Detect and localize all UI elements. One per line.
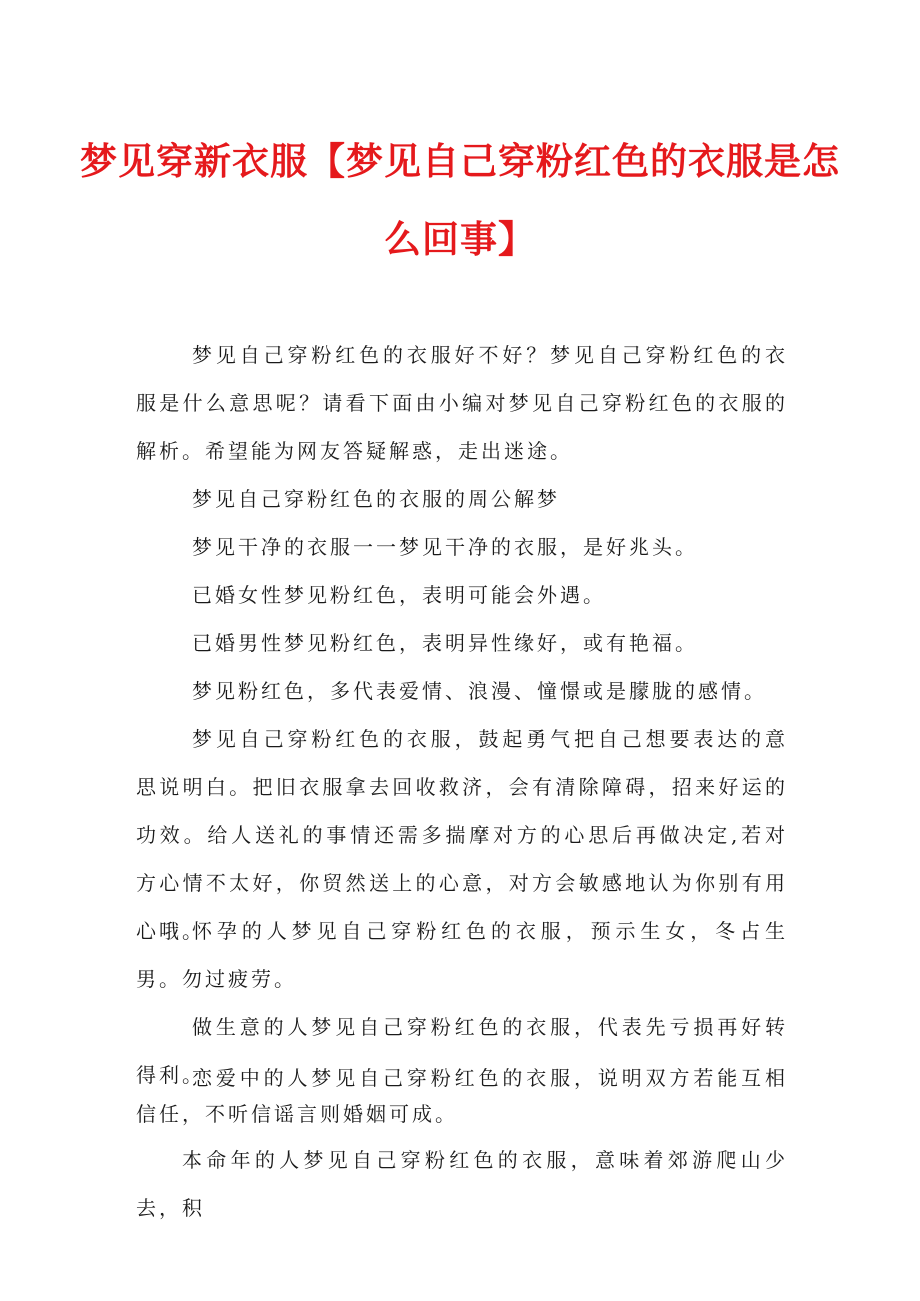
paragraph-birth-year: 本命年的人梦见自己穿粉红色的衣服，意味着郊游爬山少去，积 xyxy=(136,1148,788,1220)
paragraph-business: 做生意的人梦见自己穿粉红色的衣服，代表先亏损再好转得利。 xyxy=(136,1015,788,1087)
paragraph-pregnant: 怀孕的人梦见自己穿粉红色的衣服，预示生女，冬占生男。勿过疲劳。 xyxy=(136,919,788,991)
document-title-line-2: 么回事】 xyxy=(384,218,536,261)
paragraph-courage: 梦见自己穿粉红色的衣服，鼓起勇气把自己想要表达的意思说明白。把旧衣服拿去回收救济，会有清除障碍，招来好运的功效。给人送礼的事情还需多揣摩对方的心思后再做决定,若对方心情不太好，你贸然送上的心意，对方会敏感地认为你别有用心哦。 xyxy=(136,727,788,943)
paragraph-in-love: 恋爱中的人梦见自己穿粉红色的衣服，说明双方若能互相信任，不听信谣言则婚姻可成。 xyxy=(136,1066,788,1126)
paragraph-pink-meaning: 梦见粉红色，多代表爱情、浪漫、憧憬或是朦胧的感情。 xyxy=(192,679,767,703)
paragraph-married-women: 已婚女性梦见粉红色，表明可能会外遇。 xyxy=(192,583,606,607)
paragraph-married-men: 已婚男性梦见粉红色，表明异性缘好，或有艳福。 xyxy=(192,631,698,655)
paragraph-intro: 梦见自己穿粉红色的衣服好不好？梦见自己穿粉红色的衣服是什么意思呢？请看下面由小编对梦见自己穿粉红色的衣服的解析。希望能为网友答疑解惑，走出迷途。 xyxy=(136,343,788,463)
document-title-line-1: 梦见穿新衣服【梦见自己穿粉红色的衣服是怎 xyxy=(80,140,840,183)
paragraph-heading-zhougong: 梦见自己穿粉红色的衣服的周公解梦 xyxy=(192,487,560,511)
paragraph-clean-clothes: 梦见干净的衣服一一梦见干净的衣服，是好兆头。 xyxy=(192,535,698,559)
